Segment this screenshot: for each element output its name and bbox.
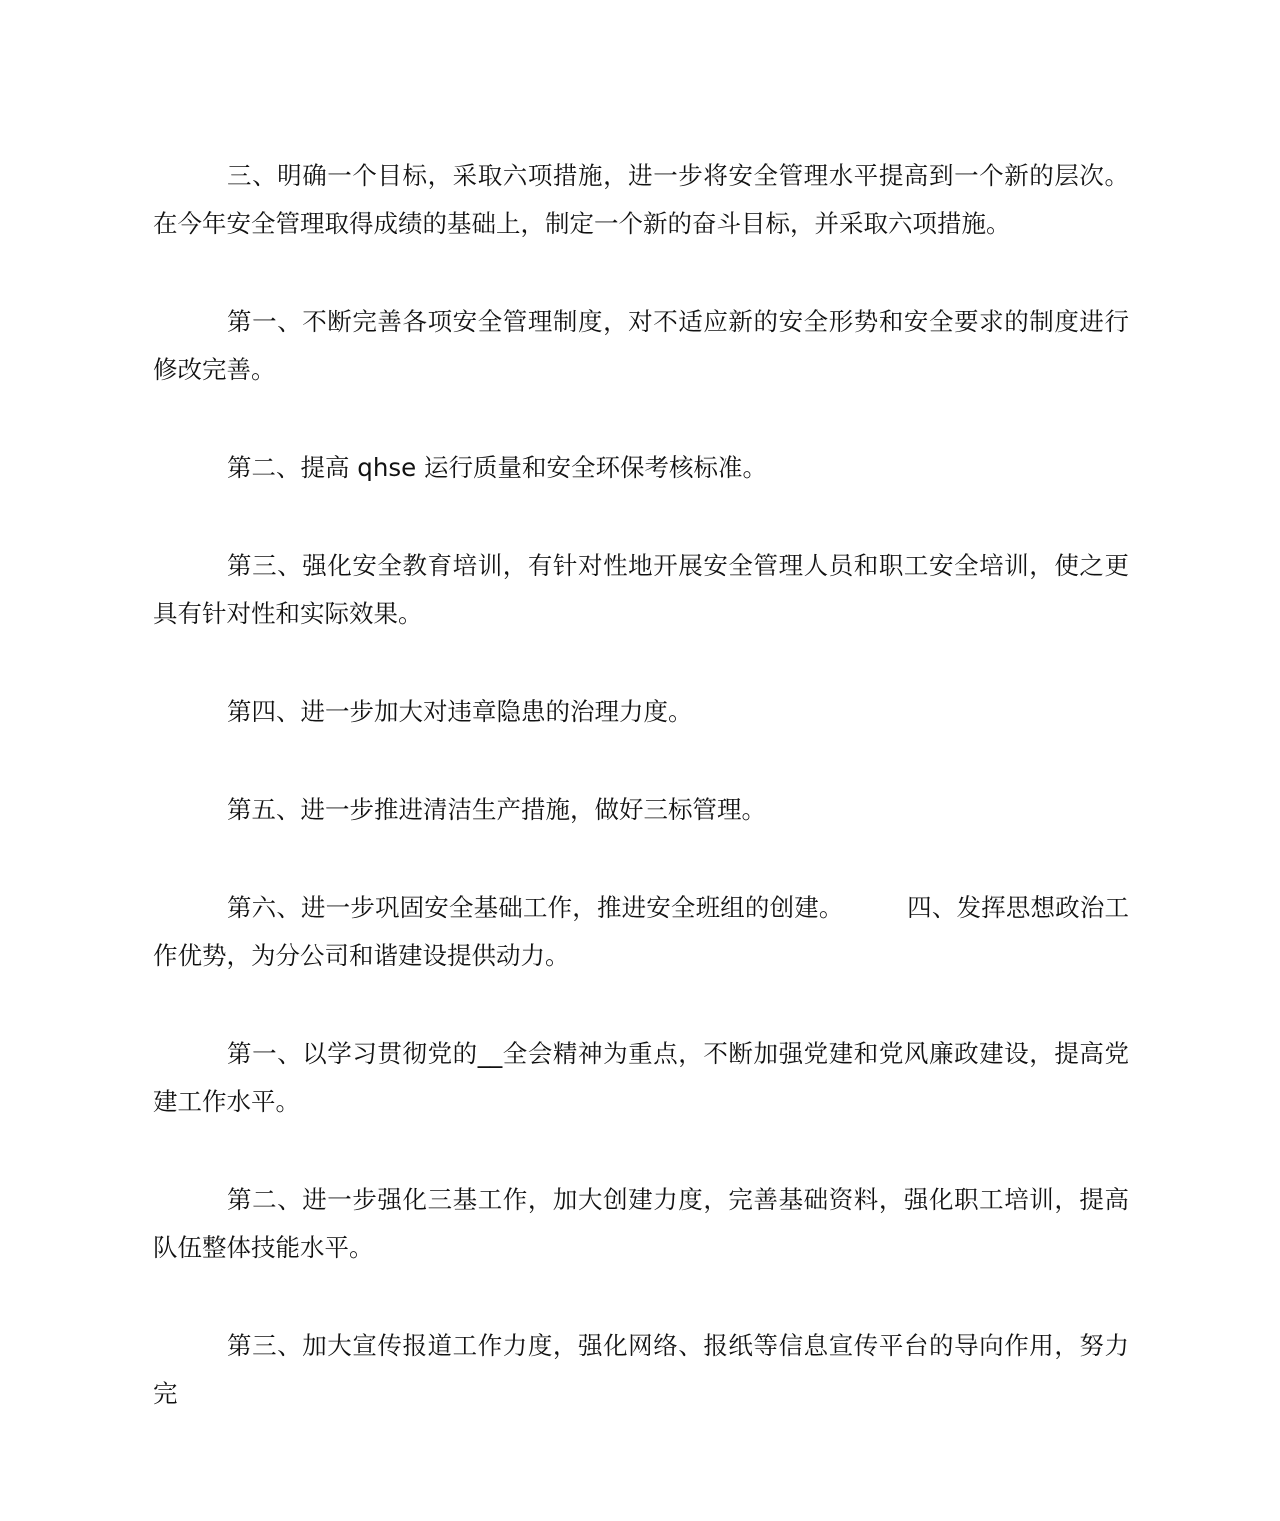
paragraph-section-three-goal: 三、明确一个目标，采取六项措施，进一步将安全管理水平提高到一个新的层次。在今年安全管理取得成绩的基础上，制定一个新的奋斗目标，并采取六项措施。 xyxy=(153,161,1129,238)
paragraph-political-two: 第二、进一步强化三基工作，加大创建力度，完善基础资料，强化职工培训，提高队伍整体技能水平。 xyxy=(153,1185,1129,1262)
paragraph-measure-two: 第二、提高 qhse 运行质量和安全环保考核标准。 xyxy=(227,453,767,482)
paragraph-measure-five: 第五、进一步推进清洁生产措施，做好三标管理。 xyxy=(227,795,766,824)
paragraph-political-three: 第三、加大宣传报道工作力度，强化网络、报纸等信息宣传平台的导向作用，努力完 xyxy=(153,1331,1129,1408)
paragraph-measure-one: 第一、不断完善各项安全管理制度，对不适应新的安全形势和安全要求的制度进行修改完善。 xyxy=(153,307,1129,384)
paragraph-measure-four: 第四、进一步加大对违章隐患的治理力度。 xyxy=(227,697,693,726)
paragraph-political-one: 第一、以学习贯彻党的__全会精神为重点，不断加强党建和党风廉政建设，提高党建工作水平。 xyxy=(153,1039,1129,1116)
paragraph-measure-three: 第三、强化安全教育培训，有针对性地开展安全管理人员和职工安全培训，使之更具有针对性和实际效果。 xyxy=(153,551,1129,628)
paragraph-measure-six-and-section-four: 第六、进一步巩固安全基础工作，推进安全班组的创建。 四、发挥思想政治工作优势，为分公司和谐建设提供动力。 xyxy=(153,893,1129,970)
document-body xyxy=(153,152,1129,1468)
